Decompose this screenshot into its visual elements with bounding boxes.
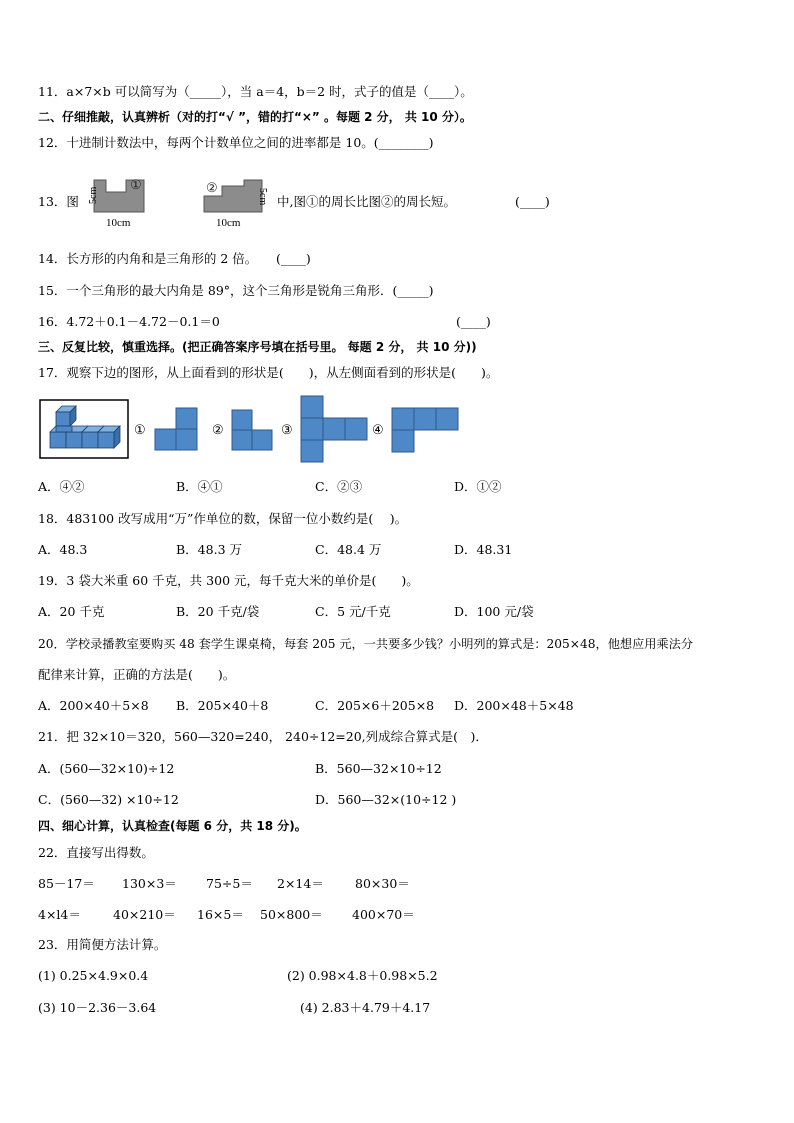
- q23-item-3: (3) 10－2.36－3.64: [38, 1000, 157, 1015]
- q17-shape-1: [155, 408, 197, 450]
- question-17: 17．观察下边的图形，从上面看到的形状是( )，从左侧面看到的形状是( )。: [38, 365, 499, 380]
- q17-figure-row: [38, 394, 468, 464]
- q22-item-3: 75÷5＝: [206, 876, 253, 891]
- section-2-heading: 二、仔细推敲，认真辨析（对的打“√ ”，错的打“×” 。每题 2 分， 共 10 分）。: [38, 110, 472, 124]
- question-16-blank: (____): [456, 314, 491, 329]
- question-15: 15．一个三角形的最大内角是 89°，这个三角形是锐角三角形．(_____): [38, 283, 434, 298]
- q19-option-b: B．20 千克/袋: [176, 604, 260, 619]
- q13-figure-1: [80, 172, 160, 230]
- q13-figure-1-height: 5cm: [88, 186, 99, 204]
- q17-fig-label-4: ④: [372, 422, 384, 437]
- q13-figure-2-width: 10cm: [216, 217, 241, 229]
- q21-option-d: D．560—32×(10÷12 ): [315, 792, 457, 807]
- q20-option-a: A．200×40＋5×8: [38, 698, 149, 713]
- question-18: 18．483100 改写成用“万”作单位的数，保留一位小数约是( )。: [38, 511, 408, 526]
- q18-option-b: B．48.3 万: [176, 542, 242, 557]
- q19-option-d: D．100 元/袋: [454, 604, 534, 619]
- q20-option-c: C．205×6＋205×8: [315, 698, 435, 713]
- q22-item-10: 400×70＝: [352, 907, 415, 922]
- q23-item-2: (2) 0.98×4.8＋0.98×5.2: [287, 968, 438, 983]
- q17-option-d: D．①②: [454, 479, 502, 494]
- q20-option-b: B．205×40＋8: [176, 698, 269, 713]
- question-23: 23．用简便方法计算。: [38, 937, 167, 952]
- q18-option-d: D．48.31: [454, 542, 513, 557]
- q22-item-5: 80×30＝: [355, 876, 410, 891]
- q22-item-8: 16×5＝: [197, 907, 244, 922]
- q13-figure-2-height: 5cm: [257, 188, 268, 206]
- q21-option-a: A．(560—32×10)÷12: [38, 761, 175, 776]
- section-3-heading: 三、反复比较，慎重选择。(把正确答案序号填在括号里。 每题 2 分， 共 10 分)): [38, 340, 477, 354]
- q20-option-d: D．200×48＋5×48: [454, 698, 574, 713]
- question-13-blank: (____): [515, 194, 550, 209]
- q13-figure-2: [200, 172, 280, 230]
- q23-item-1: (1) 0.25×4.9×0.4: [38, 968, 149, 983]
- question-14: 14．长方形的内角和是三角形的 2 倍。 (____): [38, 251, 311, 266]
- q17-fig-label-1: ①: [134, 422, 146, 437]
- q22-item-6: 4×l4＝: [38, 907, 81, 922]
- q22-item-2: 130×3＝: [122, 876, 177, 891]
- q19-option-c: C．5 元/千克: [315, 604, 391, 619]
- question-13-prefix: 13．图: [38, 194, 79, 209]
- q18-option-c: C．48.4 万: [315, 542, 382, 557]
- q22-item-1: 85－17＝: [38, 876, 95, 891]
- q19-option-a: A．20 千克: [38, 604, 105, 619]
- question-22: 22．直接写出得数。: [38, 845, 154, 860]
- q17-fig-label-2: ②: [212, 422, 224, 437]
- q21-option-c: C．(560—32) ×10÷12: [38, 792, 179, 807]
- question-20-line-2: 配律来计算，正确的方法是( )。: [38, 667, 236, 682]
- q17-option-c: C．②③: [315, 479, 363, 494]
- question-20-line-1: 20．学校录播教室要购买 48 套学生课桌椅，每套 205 元，一共要多少钱？小明列的算式是：205×48，他想应用乘法分: [38, 637, 694, 651]
- q17-option-a: A．④②: [38, 479, 85, 494]
- q13-figure-1-width: 10cm: [106, 217, 131, 229]
- q17-shape-4: [392, 408, 458, 452]
- section-4-heading: 四、细心计算，认真检查(每题 6 分，共 18 分)。: [38, 819, 307, 833]
- q21-option-b: B．560—32×10÷12: [315, 761, 442, 776]
- q22-item-7: 40×210＝: [113, 907, 176, 922]
- question-12: 12．十进制计数法中，每两个计数单位之间的进率都是 10。(________): [38, 135, 434, 150]
- q22-item-4: 2×14＝: [277, 876, 324, 891]
- q22-item-9: 50×800＝: [260, 907, 323, 922]
- question-11: 11．a×7×b 可以简写为（_____），当 a＝4，b＝2 时，式子的值是（____）。: [38, 84, 473, 99]
- question-19: 19．3 袋大米重 60 千克，共 300 元，每千克大米的单价是( )。: [38, 573, 419, 588]
- q17-shape-2: [232, 410, 272, 450]
- q17-option-b: B．④①: [176, 479, 223, 494]
- question-21: 21．把 32×10＝320，560—320=240， 240÷12=20,列成综合算式是( )．: [38, 729, 488, 744]
- question-16: 16．4.72＋0.1－4.72－0.1＝0: [38, 314, 220, 329]
- q13-figure-2-number: ②: [206, 180, 218, 195]
- question-13-suffix: 中,图①的周长比图②的周长短。: [277, 194, 456, 209]
- q17-shape-3: [301, 396, 367, 462]
- q17-fig-label-3: ③: [281, 422, 293, 437]
- q18-option-a: A．48.3: [38, 542, 88, 557]
- q23-item-4: (4) 2.83＋4.79＋4.17: [300, 1000, 431, 1015]
- q13-figure-1-number: ①: [130, 177, 142, 192]
